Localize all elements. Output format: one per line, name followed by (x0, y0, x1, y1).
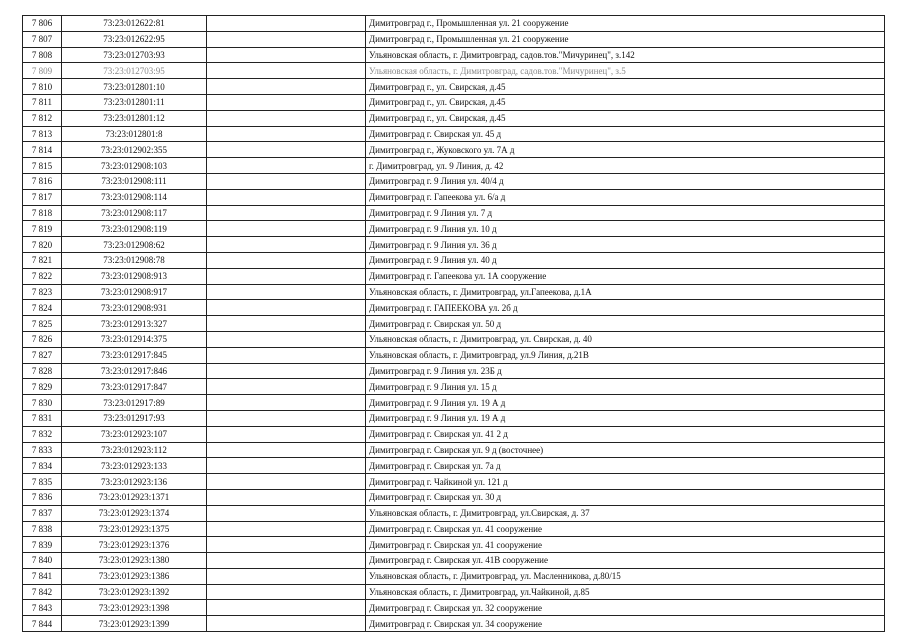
empty-cell (207, 252, 366, 268)
cadastral-number-cell: 73:23:012917:93 (62, 410, 207, 426)
empty-cell (207, 237, 366, 253)
address-cell: Димитровград г. 9 Линия ул. 19 А д (366, 410, 885, 426)
cadastral-number-cell: 73:23:012908:114 (62, 189, 207, 205)
empty-cell (207, 505, 366, 521)
table-row (23, 426, 885, 442)
empty-cell (207, 173, 366, 189)
row-number-cell: 7 819 (23, 221, 62, 237)
empty-cell (207, 110, 366, 126)
table-row (23, 505, 885, 521)
table-row (23, 31, 885, 47)
empty-cell (207, 347, 366, 363)
address-cell: Димитровград г. Свирская ул. 41 сооружение (366, 537, 885, 553)
table-row (23, 126, 885, 142)
empty-cell (207, 521, 366, 537)
empty-cell (207, 79, 366, 95)
empty-cell (207, 395, 366, 411)
row-number-cell: 7 826 (23, 331, 62, 347)
row-number-cell: 7 835 (23, 474, 62, 490)
cadastral-number-cell: 73:23:012908:78 (62, 252, 207, 268)
address-cell: Димитровград г. 9 Линия ул. 40 д (366, 252, 885, 268)
cadastral-number-cell: 73:23:012923:1392 (62, 584, 207, 600)
table-row (23, 442, 885, 458)
empty-cell (207, 584, 366, 600)
row-number-cell: 7 834 (23, 458, 62, 474)
address-cell: Ульяновская область, г. Димитровград, ул.Чайкиной, д.85 (366, 584, 885, 600)
cadastral-number-cell: 73:23:012908:103 (62, 158, 207, 174)
table-row (23, 316, 885, 332)
address-cell: Димитровград г. 9 Линия ул. 15 д (366, 379, 885, 395)
cadastral-number-cell: 73:23:012923:1399 (62, 616, 207, 632)
address-cell: Димитровград г. Свирская ул. 41 сооружение (366, 521, 885, 537)
cadastral-number-cell: 73:23:012923:107 (62, 426, 207, 442)
row-number-cell: 7 823 (23, 284, 62, 300)
table-row (23, 489, 885, 505)
empty-cell (207, 47, 366, 63)
property-registry-table (22, 15, 885, 632)
empty-cell (207, 284, 366, 300)
address-cell: Димитровград г. 9 Линия ул. 10 д (366, 221, 885, 237)
table-row (23, 521, 885, 537)
table-row (23, 63, 885, 79)
row-number-cell: 7 818 (23, 205, 62, 221)
row-number-cell: 7 807 (23, 31, 62, 47)
row-number-cell: 7 817 (23, 189, 62, 205)
address-cell: Димитровград г. 9 Линия ул. 23Б д (366, 363, 885, 379)
address-cell: Ульяновская область, г. Димитровград, садов.тов."Мичуринец", з.5 (366, 63, 885, 79)
table-row (23, 237, 885, 253)
table-row (23, 410, 885, 426)
cadastral-number-cell: 73:23:012908:111 (62, 173, 207, 189)
row-number-cell: 7 838 (23, 521, 62, 537)
cadastral-number-cell: 73:23:012923:1375 (62, 521, 207, 537)
empty-cell (207, 316, 366, 332)
cadastral-number-cell: 73:23:012801:11 (62, 94, 207, 110)
cadastral-number-cell: 73:23:012914:375 (62, 331, 207, 347)
address-cell: Ульяновская область, г. Димитровград, ул. Масленникова, д.80/15 (366, 568, 885, 584)
address-cell: Димитровград г. 9 Линия ул. 19 А д (366, 395, 885, 411)
address-cell: Димитровград г. Свирская ул. 7а д (366, 458, 885, 474)
address-cell: Димитровград г., ул. Свирская, д.45 (366, 79, 885, 95)
empty-cell (207, 189, 366, 205)
row-number-cell: 7 824 (23, 300, 62, 316)
row-number-cell: 7 830 (23, 395, 62, 411)
empty-cell (207, 331, 366, 347)
empty-cell (207, 205, 366, 221)
address-cell: Димитровград г., Жуковского ул. 7А д (366, 142, 885, 158)
table-row (23, 173, 885, 189)
cadastral-number-cell: 73:23:012622:81 (62, 16, 207, 32)
registry-body (23, 16, 885, 632)
empty-cell (207, 568, 366, 584)
cadastral-number-cell: 73:23:012908:913 (62, 268, 207, 284)
address-cell: Димитровград г. Гапеекова ул. 1А сооружение (366, 268, 885, 284)
row-number-cell: 7 832 (23, 426, 62, 442)
table-row (23, 347, 885, 363)
empty-cell (207, 16, 366, 32)
table-row (23, 284, 885, 300)
row-number-cell: 7 833 (23, 442, 62, 458)
table-row (23, 205, 885, 221)
empty-cell (207, 489, 366, 505)
cadastral-number-cell: 73:23:012923:1380 (62, 553, 207, 569)
empty-cell (207, 553, 366, 569)
address-cell: Ульяновская область, г. Димитровград, ул.9 Линия, д.21В (366, 347, 885, 363)
address-cell: Димитровград г., Промышленная ул. 21 сооружение (366, 31, 885, 47)
row-number-cell: 7 816 (23, 173, 62, 189)
cadastral-number-cell: 73:23:012923:1374 (62, 505, 207, 521)
table-row (23, 252, 885, 268)
table-row (23, 568, 885, 584)
row-number-cell: 7 810 (23, 79, 62, 95)
row-number-cell: 7 811 (23, 94, 62, 110)
table-row (23, 584, 885, 600)
address-cell: Димитровград г., ул. Свирская, д.45 (366, 110, 885, 126)
empty-cell (207, 616, 366, 632)
table-row (23, 94, 885, 110)
table-row (23, 458, 885, 474)
empty-cell (207, 63, 366, 79)
address-cell: Димитровград г. Свирская ул. 41 2 д (366, 426, 885, 442)
address-cell: Ульяновская область, г. Димитровград, садов.тов."Мичуринец", з.142 (366, 47, 885, 63)
row-number-cell: 7 831 (23, 410, 62, 426)
cadastral-number-cell: 73:23:012801:8 (62, 126, 207, 142)
cadastral-number-cell: 73:23:012923:112 (62, 442, 207, 458)
row-number-cell: 7 815 (23, 158, 62, 174)
row-number-cell: 7 840 (23, 553, 62, 569)
empty-cell (207, 600, 366, 616)
table-row (23, 16, 885, 32)
cadastral-number-cell: 73:23:012917:845 (62, 347, 207, 363)
address-cell: Димитровград г. Гапеекова ул. 6/а д (366, 189, 885, 205)
cadastral-number-cell: 73:23:012917:89 (62, 395, 207, 411)
table-row (23, 616, 885, 632)
table-row (23, 221, 885, 237)
row-number-cell: 7 812 (23, 110, 62, 126)
cadastral-number-cell: 73:23:012908:62 (62, 237, 207, 253)
cadastral-number-cell: 73:23:012622:95 (62, 31, 207, 47)
address-cell: Димитровград г. Свирская ул. 50 д (366, 316, 885, 332)
row-number-cell: 7 839 (23, 537, 62, 553)
empty-cell (207, 221, 366, 237)
address-cell: Димитровград г. Свирская ул. 9 д (восточнее) (366, 442, 885, 458)
cadastral-number-cell: 73:23:012923:136 (62, 474, 207, 490)
empty-cell (207, 363, 366, 379)
row-number-cell: 7 828 (23, 363, 62, 379)
row-number-cell: 7 825 (23, 316, 62, 332)
row-number-cell: 7 814 (23, 142, 62, 158)
empty-cell (207, 442, 366, 458)
empty-cell (207, 94, 366, 110)
empty-cell (207, 31, 366, 47)
table-row (23, 600, 885, 616)
cadastral-number-cell: 73:23:012801:10 (62, 79, 207, 95)
table-row (23, 553, 885, 569)
empty-cell (207, 158, 366, 174)
row-number-cell: 7 821 (23, 252, 62, 268)
address-cell: Ульяновская область, г. Димитровград, ул.Свирская, д. 37 (366, 505, 885, 521)
cadastral-number-cell: 73:23:012923:1386 (62, 568, 207, 584)
table-row (23, 47, 885, 63)
row-number-cell: 7 836 (23, 489, 62, 505)
table-row (23, 300, 885, 316)
table-row (23, 395, 885, 411)
table-row (23, 474, 885, 490)
empty-cell (207, 426, 366, 442)
address-cell: Димитровград г., ул. Свирская, д.45 (366, 94, 885, 110)
cadastral-number-cell: 73:23:012703:95 (62, 63, 207, 79)
address-cell: Димитровград г. 9 Линия ул. 40/4 д (366, 173, 885, 189)
row-number-cell: 7 822 (23, 268, 62, 284)
empty-cell (207, 474, 366, 490)
address-cell: Димитровград г. ГАПЕЕКОВА ул. 2б д (366, 300, 885, 316)
cadastral-number-cell: 73:23:012923:1376 (62, 537, 207, 553)
cadastral-number-cell: 73:23:012923:1371 (62, 489, 207, 505)
address-cell: Димитровград г., Промышленная ул. 21 сооружение (366, 16, 885, 32)
row-number-cell: 7 837 (23, 505, 62, 521)
address-cell: г. Димитровград, ул. 9 Линия, д. 42 (366, 158, 885, 174)
address-cell: Димитровград г. Свирская ул. 30 д (366, 489, 885, 505)
cadastral-number-cell: 73:23:012917:847 (62, 379, 207, 395)
cadastral-number-cell: 73:23:012908:117 (62, 205, 207, 221)
empty-cell (207, 142, 366, 158)
address-cell: Ульяновская область, г. Димитровград, ул.Гапеекова, д.1А (366, 284, 885, 300)
table-row (23, 189, 885, 205)
table-row (23, 537, 885, 553)
row-number-cell: 7 841 (23, 568, 62, 584)
cadastral-number-cell: 73:23:012913:327 (62, 316, 207, 332)
address-cell: Димитровград г. 9 Линия ул. 36 д (366, 237, 885, 253)
empty-cell (207, 126, 366, 142)
cadastral-number-cell: 73:23:012908:119 (62, 221, 207, 237)
row-number-cell: 7 827 (23, 347, 62, 363)
table-row (23, 363, 885, 379)
cadastral-number-cell: 73:23:012917:846 (62, 363, 207, 379)
table-row (23, 110, 885, 126)
cadastral-number-cell: 73:23:012703:93 (62, 47, 207, 63)
empty-cell (207, 300, 366, 316)
row-number-cell: 7 806 (23, 16, 62, 32)
row-number-cell: 7 813 (23, 126, 62, 142)
table-row (23, 158, 885, 174)
cadastral-number-cell: 73:23:012801:12 (62, 110, 207, 126)
row-number-cell: 7 842 (23, 584, 62, 600)
cadastral-number-cell: 73:23:012923:133 (62, 458, 207, 474)
address-cell: Димитровград г. Свирская ул. 41В сооружение (366, 553, 885, 569)
address-cell: Ульяновская область, г. Димитровград, ул. Свирская, д. 40 (366, 331, 885, 347)
empty-cell (207, 410, 366, 426)
cadastral-number-cell: 73:23:012908:931 (62, 300, 207, 316)
empty-cell (207, 537, 366, 553)
table-row (23, 268, 885, 284)
row-number-cell: 7 843 (23, 600, 62, 616)
address-cell: Димитровград г. Чайкиной ул. 121 д (366, 474, 885, 490)
row-number-cell: 7 809 (23, 63, 62, 79)
row-number-cell: 7 820 (23, 237, 62, 253)
cadastral-number-cell: 73:23:012923:1398 (62, 600, 207, 616)
address-cell: Димитровград г. Свирская ул. 34 сооружение (366, 616, 885, 632)
empty-cell (207, 268, 366, 284)
address-cell: Димитровград г. Свирская ул. 32 сооружение (366, 600, 885, 616)
table-row (23, 142, 885, 158)
cadastral-number-cell: 73:23:012908:917 (62, 284, 207, 300)
row-number-cell: 7 808 (23, 47, 62, 63)
table-row (23, 379, 885, 395)
table-row (23, 331, 885, 347)
row-number-cell: 7 844 (23, 616, 62, 632)
row-number-cell: 7 829 (23, 379, 62, 395)
cadastral-number-cell: 73:23:012902:355 (62, 142, 207, 158)
empty-cell (207, 458, 366, 474)
empty-cell (207, 379, 366, 395)
address-cell: Димитровград г. 9 Линия ул. 7 д (366, 205, 885, 221)
address-cell: Димитровград г. Свирская ул. 45 д (366, 126, 885, 142)
table-row (23, 79, 885, 95)
